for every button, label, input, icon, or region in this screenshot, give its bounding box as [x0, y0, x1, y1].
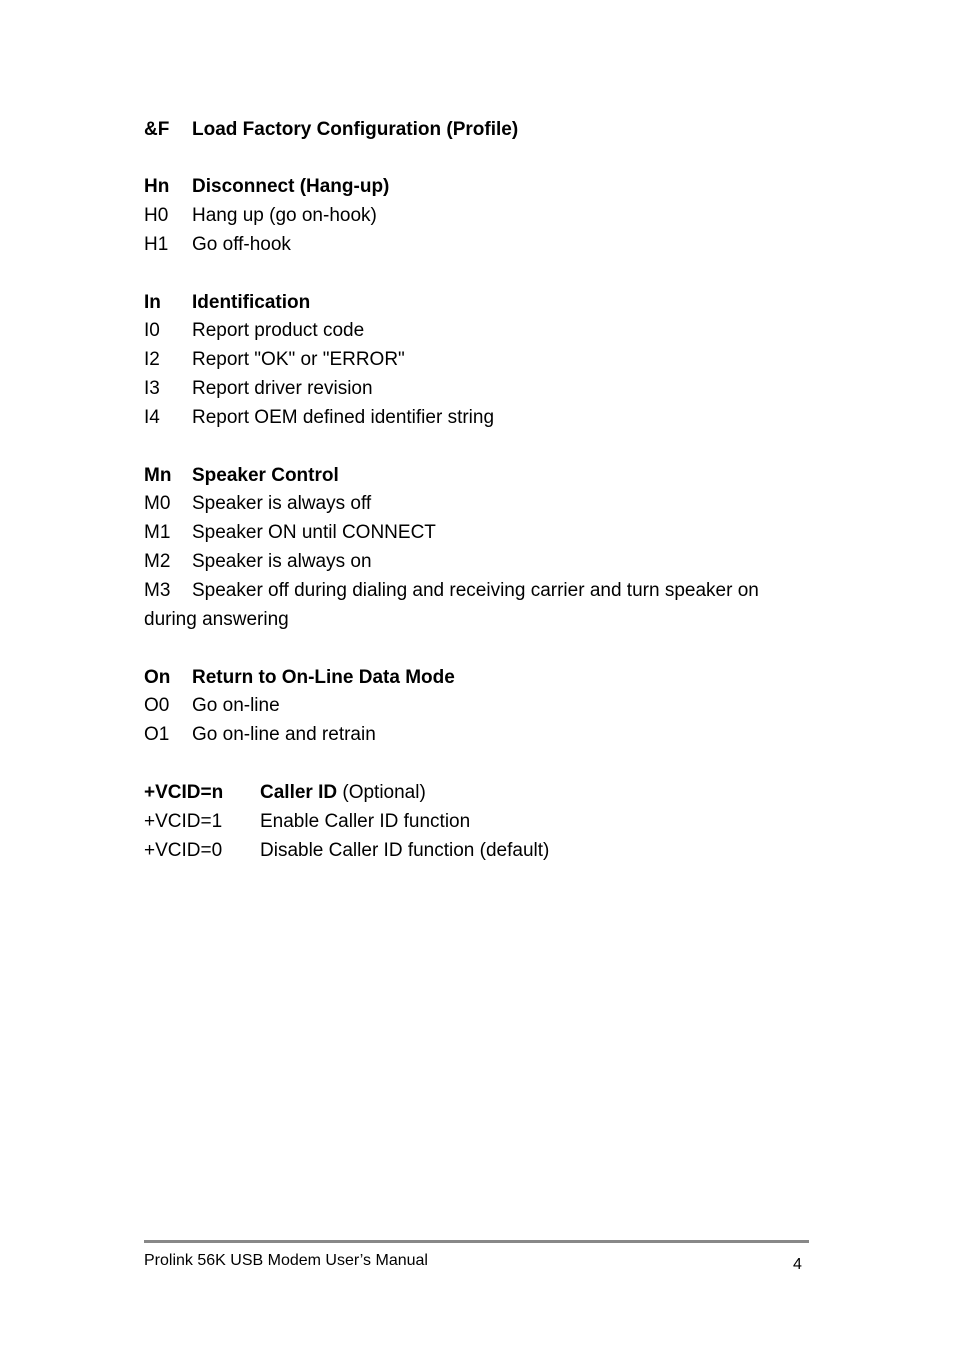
command-desc: Enable Caller ID function	[260, 811, 471, 832]
command-code: H1	[144, 234, 169, 255]
section-title: Identification	[192, 292, 311, 313]
list-item	[144, 580, 759, 602]
command-code: In	[144, 292, 161, 313]
command-desc: Go off-hook	[192, 234, 291, 255]
command-code: M2	[144, 551, 171, 572]
list-item	[144, 840, 549, 862]
section-title: Load Factory Configuration (Profile)	[192, 119, 519, 140]
command-desc: Speaker ON until CONNECT	[192, 522, 436, 543]
list-item	[144, 551, 372, 573]
command-desc: Report "OK" or "ERROR"	[192, 349, 405, 370]
command-code: I0	[144, 320, 160, 341]
command-code: O0	[144, 695, 170, 716]
command-code: +VCID=1	[144, 811, 223, 832]
command-code: +VCID=0	[144, 840, 223, 861]
section-heading-caller-id	[144, 782, 426, 804]
section-heading-hangup	[144, 176, 389, 198]
command-code: Hn	[144, 176, 170, 197]
list-item-continuation: during answering	[144, 609, 289, 630]
command-code: O1	[144, 724, 170, 745]
command-code: &F	[144, 119, 170, 140]
command-code: M0	[144, 493, 171, 514]
list-item	[144, 234, 291, 256]
command-code: I2	[144, 349, 160, 370]
command-desc: Go on-line	[192, 695, 280, 716]
list-item	[144, 811, 470, 833]
command-code: +VCID=n	[144, 782, 224, 803]
command-desc: Report OEM defined identifier string	[192, 407, 495, 428]
list-item	[144, 695, 280, 717]
list-item	[144, 205, 377, 227]
section-title: Speaker Control	[192, 465, 339, 486]
command-desc: Speaker is always on	[192, 551, 372, 572]
footer-title: Prolink 56K USB Modem User’s Manual	[144, 1252, 428, 1269]
command-desc: Disable Caller ID function (default)	[260, 840, 550, 861]
section-note: (Optional)	[342, 782, 426, 803]
command-desc: Report product code	[192, 320, 365, 341]
section-title: Return to On-Line Data Mode	[192, 667, 455, 688]
command-code: M3	[144, 580, 171, 601]
command-code: I4	[144, 407, 160, 428]
section-heading-online	[144, 667, 455, 689]
list-item	[144, 493, 371, 515]
list-item	[144, 522, 436, 544]
command-desc: Go on-line and retrain	[192, 724, 376, 745]
command-code: H0	[144, 205, 169, 226]
command-code: Mn	[144, 465, 172, 486]
command-code: M1	[144, 522, 171, 543]
command-desc: Hang up (go on-hook)	[192, 205, 377, 226]
list-item	[144, 407, 494, 429]
section-title: Caller ID	[260, 782, 338, 803]
section-heading-identification	[144, 292, 310, 314]
footer-divider	[144, 1240, 809, 1243]
section-heading-factory	[144, 119, 518, 141]
page-number: 4	[793, 1256, 802, 1273]
command-desc: Report driver revision	[192, 378, 373, 399]
list-item	[144, 349, 405, 371]
section-title: Disconnect (Hang-up)	[192, 176, 390, 197]
command-desc: Speaker is always off	[192, 493, 372, 514]
command-code: I3	[144, 378, 160, 399]
section-heading-speaker	[144, 465, 339, 487]
command-code: On	[144, 667, 171, 688]
list-item	[144, 724, 376, 746]
list-item	[144, 320, 364, 342]
list-item	[144, 378, 373, 400]
command-desc: Speaker off during dialing and receiving carrier and turn speaker on	[192, 580, 759, 601]
